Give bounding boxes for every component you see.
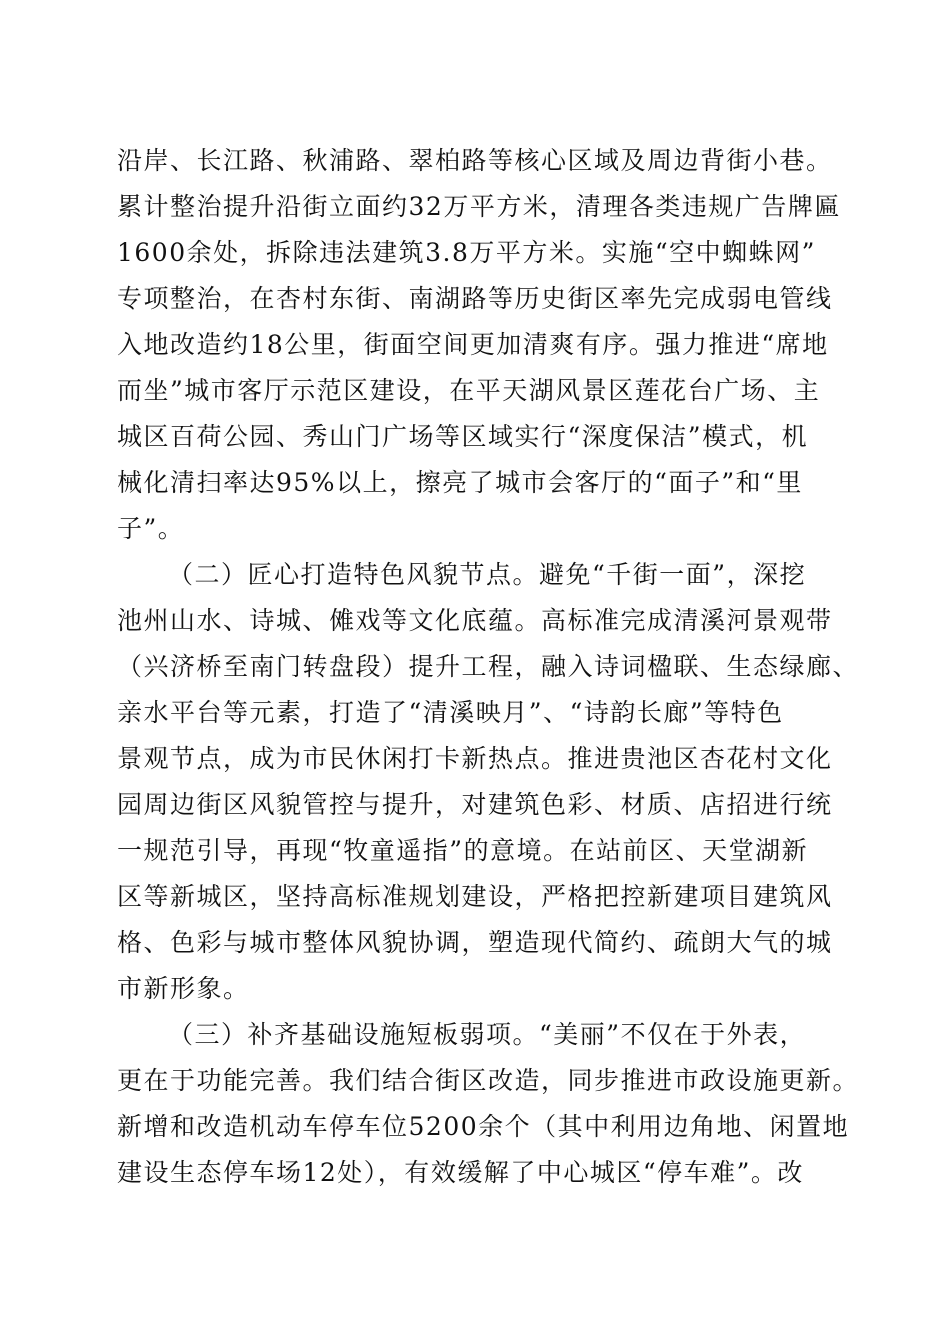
text-line: 建设生态停车场12处），有效缓解了中心城区“停车难”。改 bbox=[117, 1158, 804, 1187]
section-heading-line: （三）补齐基础设施短板弱项。“美丽”不仅在于外表， bbox=[168, 1020, 807, 1049]
text-line: 械化清扫率达95%以上，擦亮了城市会客厅的“面子”和“里 bbox=[117, 468, 803, 497]
text-line: 专项整治，在杏村东街、南湖路等历史街区率先完成弱电管线 bbox=[117, 284, 833, 313]
text-line: 池州山水、诗城、傩戏等文化底蕴。高标准完成清溪河景观带 bbox=[117, 606, 833, 635]
text-line: （兴济桥至南门转盘段）提升工程，融入诗词楹联、生态绿廊、 bbox=[117, 652, 860, 681]
section-heading-line: （二）匠心打造特色风貌节点。避免“千街一面”，深挖 bbox=[168, 560, 807, 589]
text-line: 市新形象。 bbox=[117, 974, 250, 1003]
text-line: 新增和改造机动车停车位5200余个（其中利用边角地、闲置地 bbox=[117, 1112, 850, 1141]
text-line: 子”。 bbox=[117, 514, 185, 543]
text-line: 累计整治提升沿街立面约32万平方米，清理各类违规广告牌匾 bbox=[117, 192, 841, 221]
text-line: 园周边街区风貌管控与提升，对建筑色彩、材质、店招进行统 bbox=[117, 790, 833, 819]
text-line: 区等新城区，坚持高标准规划建设，严格把控新建项目建筑风 bbox=[117, 882, 833, 911]
text-line: 城区百荷公园、秀山门广场等区域实行“深度保洁”模式，机 bbox=[117, 422, 809, 451]
text-line: 入地改造约18公里，街面空间更加清爽有序。强力推进“席地 bbox=[117, 330, 829, 359]
text-line: 亲水平台等元素，打造了“清溪映月”、“诗韵长廊”等特色 bbox=[117, 698, 784, 727]
text-line: 而坐”城市客厅示范区建设，在平天湖风景区莲花台广场、主 bbox=[117, 376, 821, 405]
text-line: 一规范引导，再现“牧童遥指”的意境。在站前区、天堂湖新 bbox=[117, 836, 809, 865]
text-line: 格、色彩与城市整体风貌协调，塑造现代简约、疏朗大气的城 bbox=[117, 928, 833, 957]
text-line: 沿岸、长江路、秋浦路、翠柏路等核心区域及周边背街小巷。 bbox=[117, 146, 833, 175]
text-line: 景观节点，成为市民休闲打卡新热点。推进贵池区杏花村文化 bbox=[117, 744, 833, 773]
text-line: 1600余处，拆除违法建筑3.8万平方米。实施“空中蜘蛛网” bbox=[117, 238, 816, 267]
text-line: 更在于功能完善。我们结合街区改造，同步推进市政设施更新。 bbox=[117, 1066, 860, 1095]
